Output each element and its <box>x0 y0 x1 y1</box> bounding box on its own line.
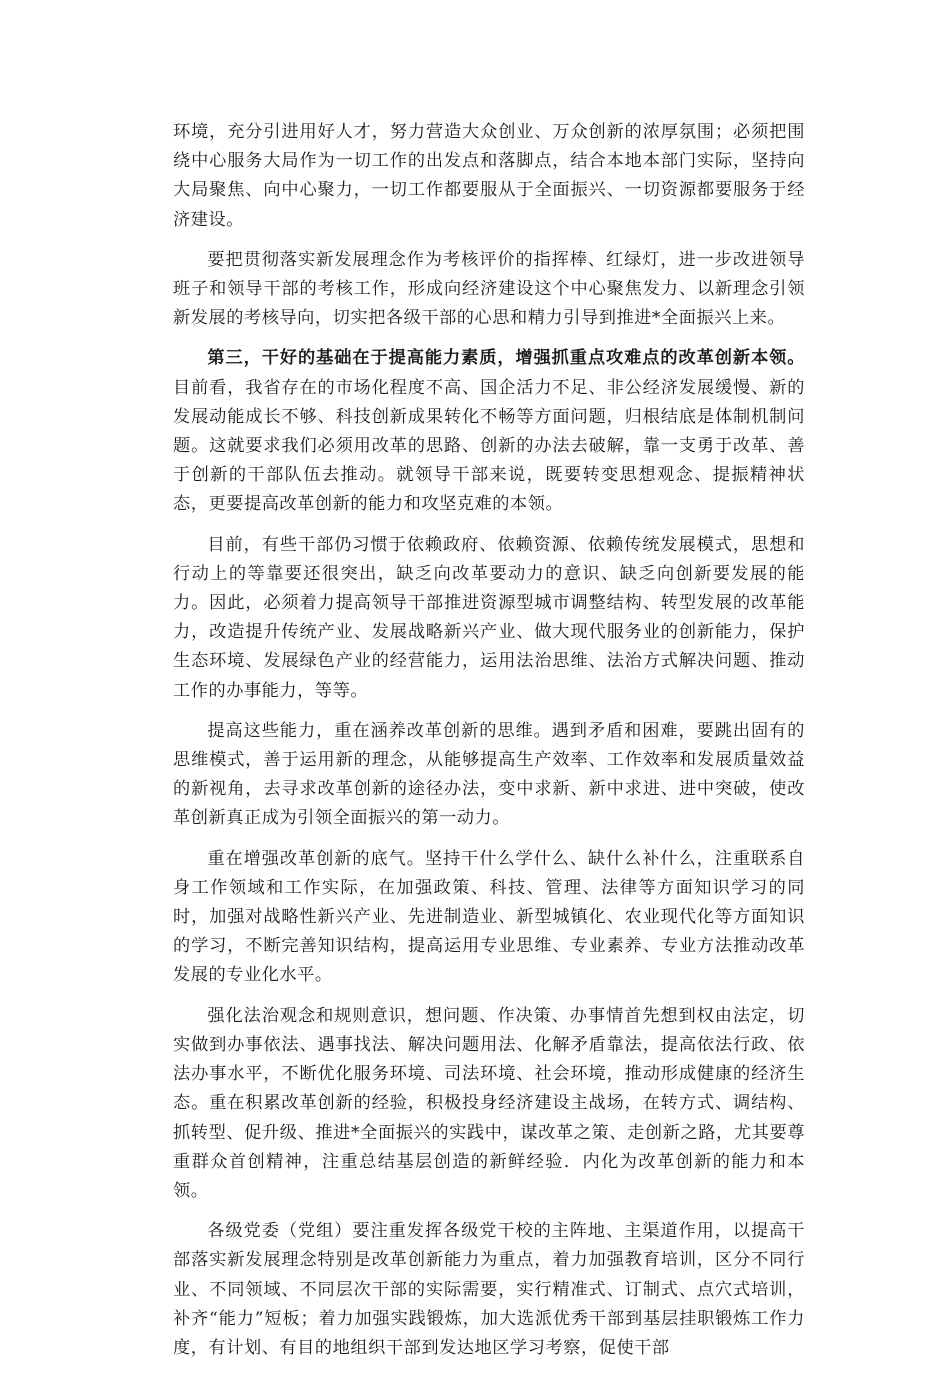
paragraph-4-text: 目前，有些干部仍习惯于依赖政府、依赖资源、依赖传统发展模式，思想和行动上的等靠要还很突出，缺乏向改革要动力的意识、缺乏向创新要发展的能力。因此，必须着力提高领导干部推进资源型城市调整结构、转型发展的改革能力，改造提升传统产业、发展战略新兴产业、做大现代服务业的创新能力，保护生态环境、发展绿色产业的经营能力，运用法治思维、法治方式解决问题、推动工作的办事能力，等等。 <box>173 534 805 701</box>
paragraph-6 <box>173 845 805 991</box>
paragraph-8-text: 各级党委（党组）要注重发挥各级党干校的主阵地、主渠道作用，以提高干部落实新发展理念特别是改革创新能力为重点，着力加强教育培训，区分不同行业、不同领域、不同层次干部的实际需要，实行精准式、订制式、点穴式培训，补齐“能力”短板；着力加强实践锻炼，加大选派优秀干部到基层挂职锻炼工作力度，有计划、有目的地组织干部到发达地区学习考察，促使干部 <box>173 1221 805 1358</box>
paragraph-3 <box>173 344 805 519</box>
document-body <box>173 118 805 1374</box>
paragraph-7 <box>173 1002 805 1206</box>
paragraph-2 <box>173 246 805 334</box>
paragraph-5 <box>173 717 805 834</box>
paragraph-1 <box>173 118 805 235</box>
section-heading-third: 第三，干好的基础在于提高能力素质，增强抓重点攻难点的改革创新本领。 <box>207 348 805 369</box>
paragraph-8 <box>173 1217 805 1363</box>
paragraph-7-text: 强化法治观念和规则意识，想问题、作决策、办事情首先想到权由法定，切实做到办事依法、遇事找法、解决问题用法、化解矛盾靠法，提高依法行政、依法办事水平，不断优化服务环境、司法环境、社会环境，推动形成健康的经济生态。重在积累改革创新的经验，积极投身经济建设主战场，在转方式、调结构、抓转型、促升级、推进*全面振兴的实践中，谋改革之策、走创新之路，尤其要尊重群众首创精神，注重总结基层创造的新鲜经验．内化为改革创新的能力和本领。 <box>173 1005 805 1201</box>
paragraph-3-text: 目前看，我省存在的市场化程度不高、国企活力不足、非公经济发展缓慢、新的发展动能成长不够、科技创新成果转化不畅等方面问题，归根结底是体制机制问题。这就要求我们必须用改革的思路、创新的办法去破解，靠一支勇于改革、善于创新的干部队伍去推动。就领导干部来说，既要转变思想观念、提振精神状态，更要提高改革创新的能力和攻坚克难的本领。 <box>173 377 805 515</box>
paragraph-4 <box>173 531 805 706</box>
paragraph-5-text: 提高这些能力，重在涵养改革创新的思维。遇到矛盾和困难，要跳出固有的思维模式，善于运用新的理念，从能够提高生产效率、工作效率和发展质量效益的新视角，去寻求改革创新的途径办法，变中求新、新中求进、进中突破，使改革创新真正成为引领全面振兴的第一动力。 <box>173 720 805 829</box>
paragraph-2-text: 要把贯彻落实新发展理念作为考核评价的指挥棒、红绿灯，进一步改进领导班子和领导干部的考核工作，形成向经济建设这个中心聚焦发力、以新理念引领新发展的考核导向，切实把各级干部的心思和精力引导到推进*全面振兴上来。 <box>173 249 805 329</box>
paragraph-1-text: 环境，充分引进用好人才，努力营造大众创业、万众创新的浓厚氛围；必须把围绕中心服务大局作为一切工作的出发点和落脚点，结合本地本部门实际，坚持向大局聚焦、向中心聚力，一切工作都要服从于全面振兴、一切资源都要服务于经济建设。 <box>173 122 805 230</box>
paragraph-6-text: 重在增强改革创新的底气。坚持干什么学什么、缺什么补什么，注重联系自身工作领域和工作实际，在加强政策、科技、管理、法律等方面知识学习的同时，加强对战略性新兴产业、先进制造业、新型城镇化、农业现代化等方面知识的学习，不断完善知识结构，提高运用专业思维、专业素养、专业方法推动改革发展的专业化水平。 <box>173 848 805 986</box>
